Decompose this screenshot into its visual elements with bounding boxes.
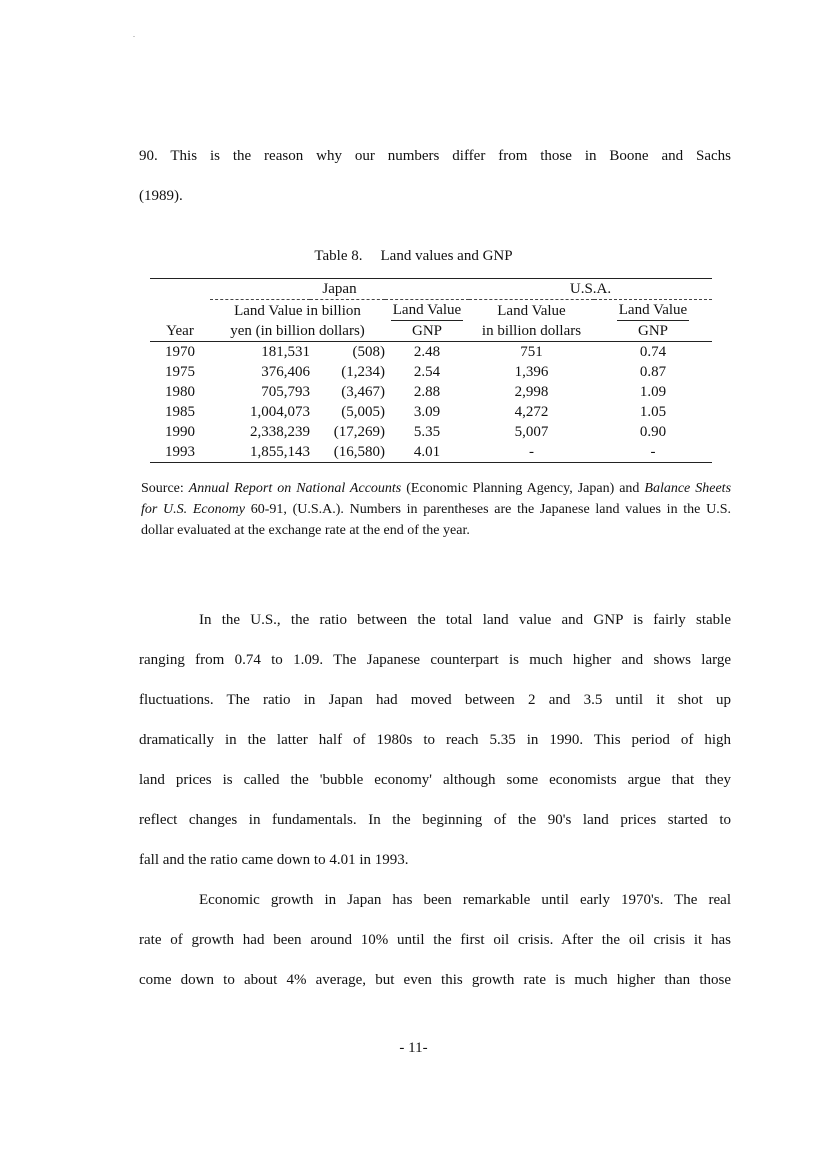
source-text: 60-91, (U.S.A.). Numbers in parentheses are the Japanese land values in the U.S. dollar evaluated at the exchange rate at the end of the year.	[141, 502, 732, 538]
us-land-value-header-2: in billion dollars	[469, 321, 594, 342]
table-header-row-1	[150, 300, 712, 322]
body-line: reflect changes in fundamentals. In the beginning of the 90's land prices started to	[139, 812, 731, 828]
cell-jp-ratio: 5.35	[413, 424, 441, 440]
body-line: fall and the ratio came down to 4.01 in 1993.	[139, 852, 409, 868]
cell-jp-yen: 705,793	[261, 384, 310, 400]
cell-us-value: 5,007	[514, 424, 549, 440]
cell-year: 1985	[165, 404, 195, 420]
scan-speck: .	[133, 30, 135, 39]
cell-us-ratio: 0.74	[639, 344, 667, 360]
source-text: (Economic Planning Agency, Japan) and	[401, 481, 645, 496]
cell-jp-ratio: 2.48	[413, 344, 441, 360]
cell-jp-usd: (17,269)	[333, 424, 385, 440]
source-title-national-accounts: Annual Report on National Accounts	[188, 481, 402, 496]
table-caption	[0, 248, 827, 265]
table-row	[150, 382, 712, 402]
table-title: Land values and GNP	[380, 248, 513, 264]
page-number: - 11-	[399, 1040, 428, 1056]
cell-us-ratio: 0.90	[639, 424, 667, 440]
table-row	[150, 422, 712, 442]
cell-year: 1970	[165, 344, 195, 360]
cell-year: 1993	[150, 442, 210, 463]
us-ratio-header-numerator: Land Value	[594, 300, 712, 322]
cell-us-value: 4,272	[514, 404, 549, 420]
body-line: ranging from 0.74 to 1.09. The Japanese counterpart is much higher and shows large	[139, 652, 731, 668]
intro-paragraph	[139, 136, 731, 216]
cell-us-ratio: 1.09	[639, 384, 667, 400]
body-line: rate of growth had been around 10% until the first oil crisis. After the oil crisis it has	[139, 932, 731, 948]
cell-jp-ratio: 2.54	[413, 364, 441, 380]
body-line: land prices is called the 'bubble economy' although some economists argue that they	[139, 772, 731, 788]
cell-us-value: 1,396	[514, 364, 549, 380]
cell-us-value: 2,998	[514, 384, 549, 400]
cell-jp-ratio: 3.09	[413, 404, 441, 420]
body-line: In the U.S., the ratio between the total land value and GNP is fairly stable	[199, 612, 731, 628]
us-land-value-header-1: Land Value	[469, 300, 594, 322]
cell-us-ratio: 1.05	[639, 404, 667, 420]
body-line: fluctuations. The ratio in Japan had moved between 2 and 3.5 until it shot up	[139, 692, 731, 708]
table-row	[150, 402, 712, 422]
body-line: dramatically in the latter half of 1980s to reach 5.35 in 1990. This period of high	[139, 732, 731, 748]
cell-us-value: 751	[520, 344, 543, 360]
cell-jp-yen: 181,531	[261, 344, 310, 360]
jp-land-value-header-1: Land Value in billion	[210, 300, 385, 322]
cell-jp-usd: (16,580)	[310, 442, 385, 463]
body-paragraph-1	[139, 600, 731, 880]
body-line: come down to about 4% average, but even this growth rate is much higher than those	[139, 972, 731, 988]
source-title-balance-sheets: Balance Sheets for U.S. Economy	[141, 481, 732, 517]
cell-jp-usd: (1,234)	[341, 364, 385, 380]
year-header: Year	[150, 321, 210, 342]
cell-jp-yen: 376,406	[261, 364, 310, 380]
table-row	[150, 342, 712, 363]
table-row	[150, 442, 712, 463]
group-header-japan: Japan	[210, 279, 469, 300]
table-source-note	[141, 478, 731, 541]
table-group-header-row	[150, 279, 712, 300]
jp-ratio-header-denominator: GNP	[385, 321, 469, 342]
group-header-usa: U.S.A.	[469, 279, 712, 300]
cell-us-ratio: -	[594, 442, 712, 463]
cell-jp-ratio: 2.88	[413, 384, 441, 400]
intro-line: 90. This is the reason why our numbers differ from those in Boone and Sachs	[139, 148, 731, 164]
jp-land-value-header-2: yen (in billion dollars)	[210, 321, 385, 342]
body-line: Economic growth in Japan has been remarkable until early 1970's. The real	[199, 892, 731, 908]
cell-jp-yen: 1,004,073	[250, 404, 310, 420]
cell-us-ratio: 0.87	[639, 364, 667, 380]
cell-us-value: -	[469, 442, 594, 463]
us-ratio-header-denominator: GNP	[594, 321, 712, 342]
cell-year: 1990	[165, 424, 195, 440]
jp-ratio-header-numerator: Land Value	[385, 300, 469, 322]
table-label: Table 8.	[314, 248, 363, 264]
cell-year: 1980	[165, 384, 195, 400]
table-header-row-2	[150, 321, 712, 342]
table-row	[150, 362, 712, 382]
cell-year: 1975	[165, 364, 195, 380]
cell-jp-usd: (3,467)	[341, 384, 385, 400]
intro-line: (1989).	[139, 188, 183, 204]
cell-jp-usd: (5,005)	[341, 404, 385, 420]
source-prefix: Source:	[141, 481, 189, 496]
body-paragraph-2	[139, 880, 731, 1000]
land-values-table	[150, 278, 712, 463]
cell-jp-yen: 1,855,143	[210, 442, 310, 463]
cell-jp-usd: (508)	[352, 344, 385, 360]
cell-jp-ratio: 4.01	[385, 442, 469, 463]
cell-jp-yen: 2,338,239	[250, 424, 310, 440]
